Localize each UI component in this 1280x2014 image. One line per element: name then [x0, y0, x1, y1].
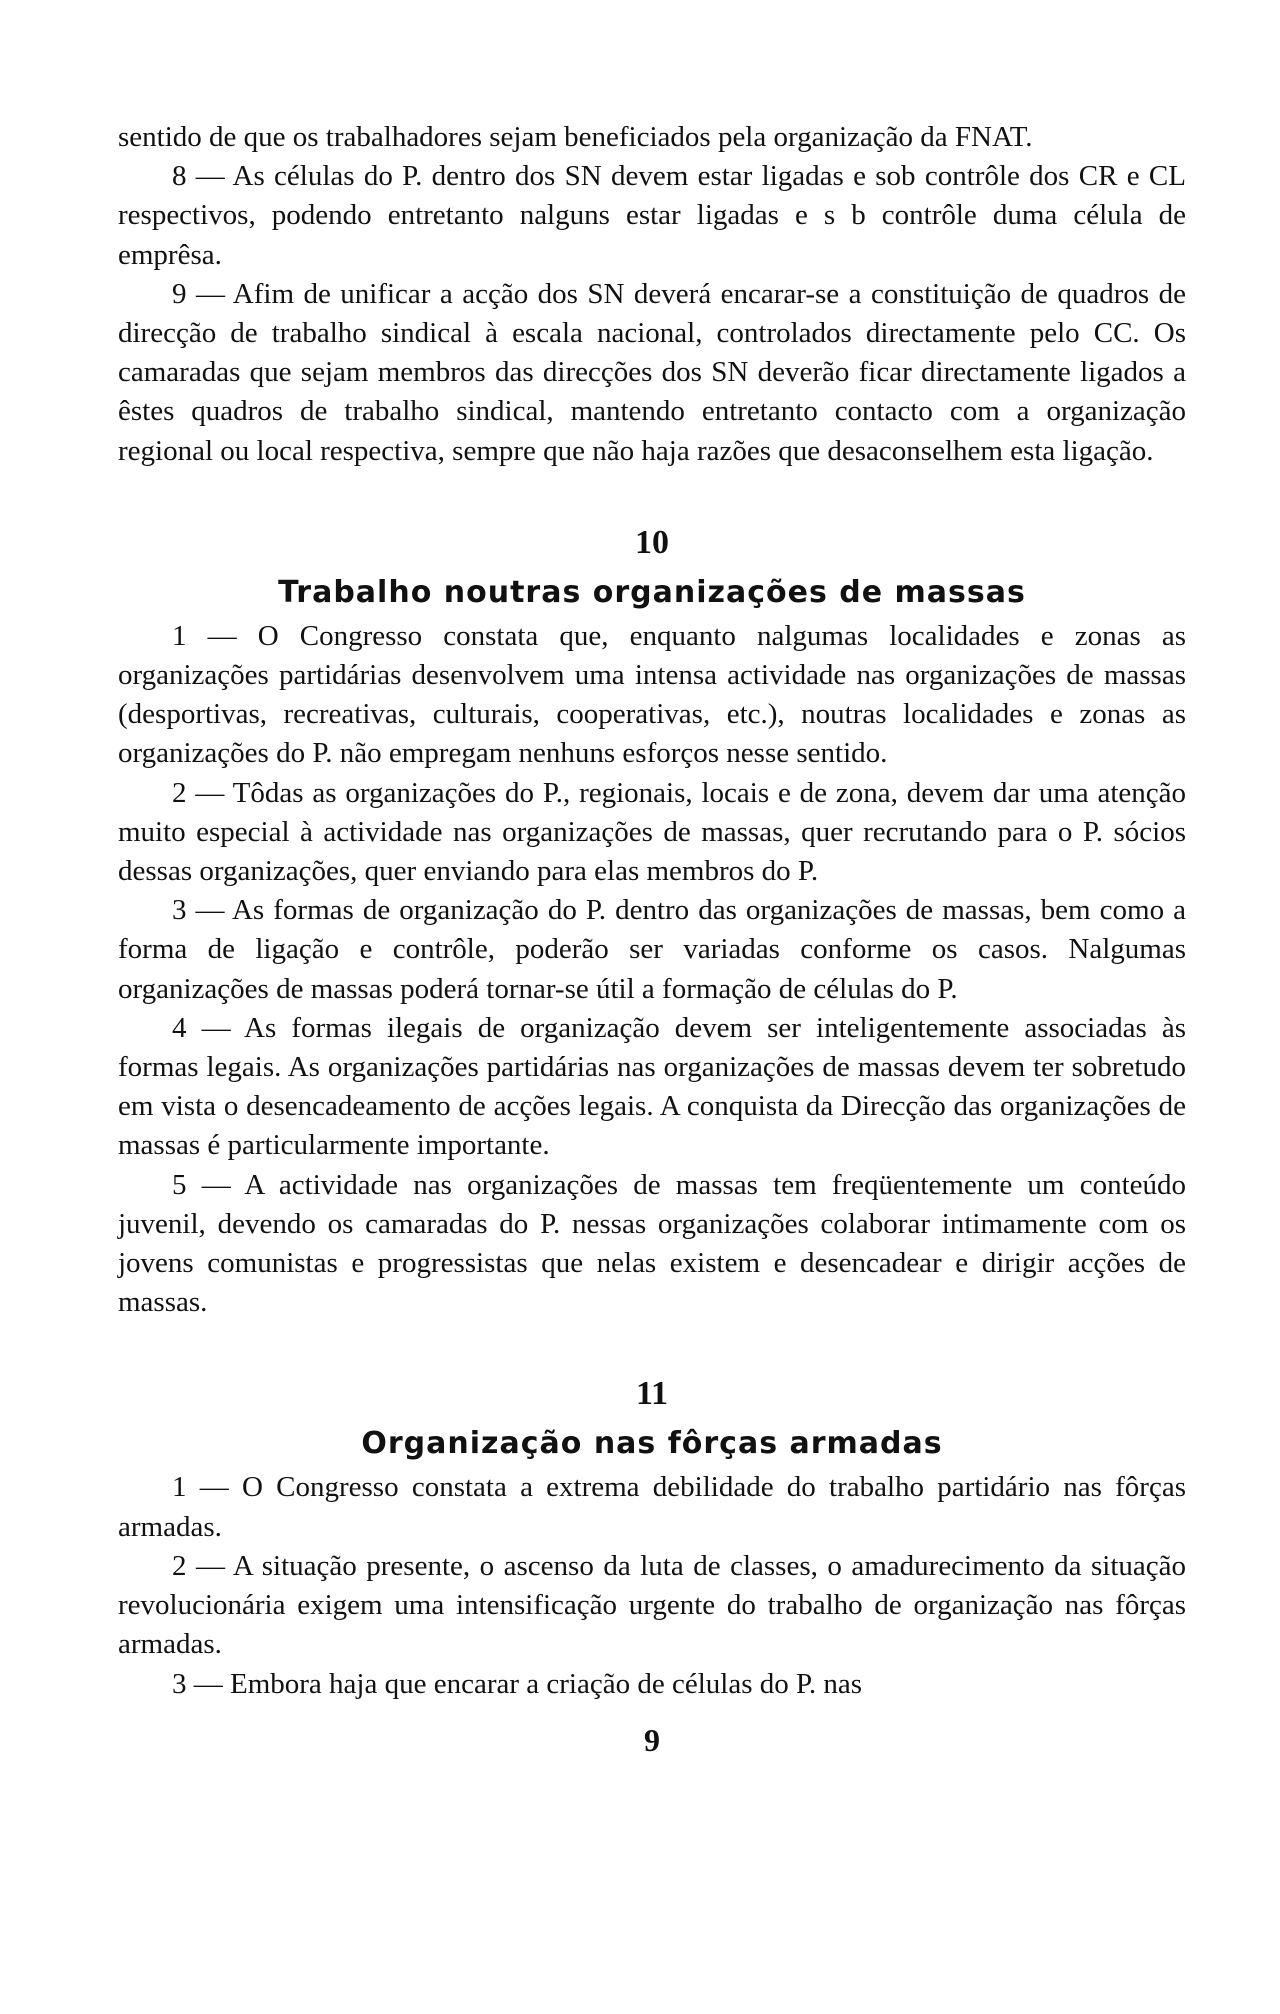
section-10-item-5: 5 — A actividade nas organizações de massas tem freqüentemente um conteúdo juvenil, devendo os camaradas do P. nessas organizações colaborar intimamente com os jovens comunistas e progressistas que nelas existem e desencadear e dirigir acções de massas. — [118, 1168, 1186, 1319]
section-10-item-1: 1 — O Congresso constata que, enquanto nalgumas localidades e zonas as organizações partidárias desenvolvem uma intensa actividade nas organizações de massas (desportivas, recreativas, culturais, cooperativas, etc.), noutras localidades e zonas as organizações do P. não empregam nenhuns esforços nesse sentido. — [118, 619, 1186, 770]
section-10-item-3: 3 — As formas de organização do P. dentro das organizações de massas, bem como a forma de ligação e contrôle, poderão ser variadas conforme os casos. Nalgumas organizações de massas poderá tornar-se útil a formação de células do P. — [118, 894, 1186, 1005]
section-11-number: 11 — [635, 1375, 669, 1413]
page-number: 9 — [644, 1721, 660, 1758]
section-10-item-2: 2 — Tôdas as organizações do P., regionais, locais e de zona, devem dar uma atenção muito especial à actividade nas organizações de massas, quer recrutando para o P. sócios dessas organizações, quer enviando para elas membros do P. — [118, 776, 1186, 888]
section-10-item-4: 4 — As formas ilegais de organização devem ser inteligentemente associadas às formas legais. As organizações partidárias nas organizações de massas devem ter sobretudo em vista o desencadeamento de acções legais. A conquista da Direcção das organizações de massas é particularmente importante. — [118, 1011, 1186, 1162]
section-10-title: Trabalho noutras organizações de massas — [278, 574, 1026, 610]
section-11 — [118, 1374, 1186, 1703]
section-11-item-1: 1 — O Congresso constata a extrema debilidade do trabalho partidário nas fôrças armadas. — [118, 1471, 1186, 1543]
continuation-paragraph: sentido de que os trabalhadores sejam beneficiados pela organização da FNAT. — [118, 121, 1033, 153]
section-11-title: Organização nas fôrças armadas — [361, 1426, 943, 1462]
section-9-item-8: 8 — As células do P. dentro dos SN devem estar ligadas e sob contrôle dos CR e CL respectivos, podendo entretanto nalguns estar ligadas e s b contrôle duma célula de emprêsa. — [118, 160, 1186, 271]
section-10-number: 10 — [635, 523, 669, 561]
document-page — [118, 118, 1186, 1968]
section-9-items — [118, 157, 1186, 471]
section-11-item-3: 3 — Embora haja que encarar a criação de células do P. nas — [172, 1667, 863, 1700]
section-9-item-9: 9 — Afim de unificar a acção dos SN deverá encarar-se a constituição de quadros de direcção de trabalho sindical à escala nacional, controlados directamente pelo CC. Os camaradas que sejam membros das direcções dos SN deverão ficar directamente ligados a êstes quadros de trabalho sindical, mantendo entretanto contacto com a organização regional ou local respectiva, sempre que não haja razões que desaconselhem esta ligação. — [118, 277, 1186, 467]
section-11-item-2: 2 — A situação presente, o ascenso da luta de classes, o amadurecimento da situação revolucionária exigem uma intensificação urgente do trabalho de organização nas fôrças armadas. — [118, 1549, 1186, 1661]
section-10 — [118, 523, 1186, 1323]
